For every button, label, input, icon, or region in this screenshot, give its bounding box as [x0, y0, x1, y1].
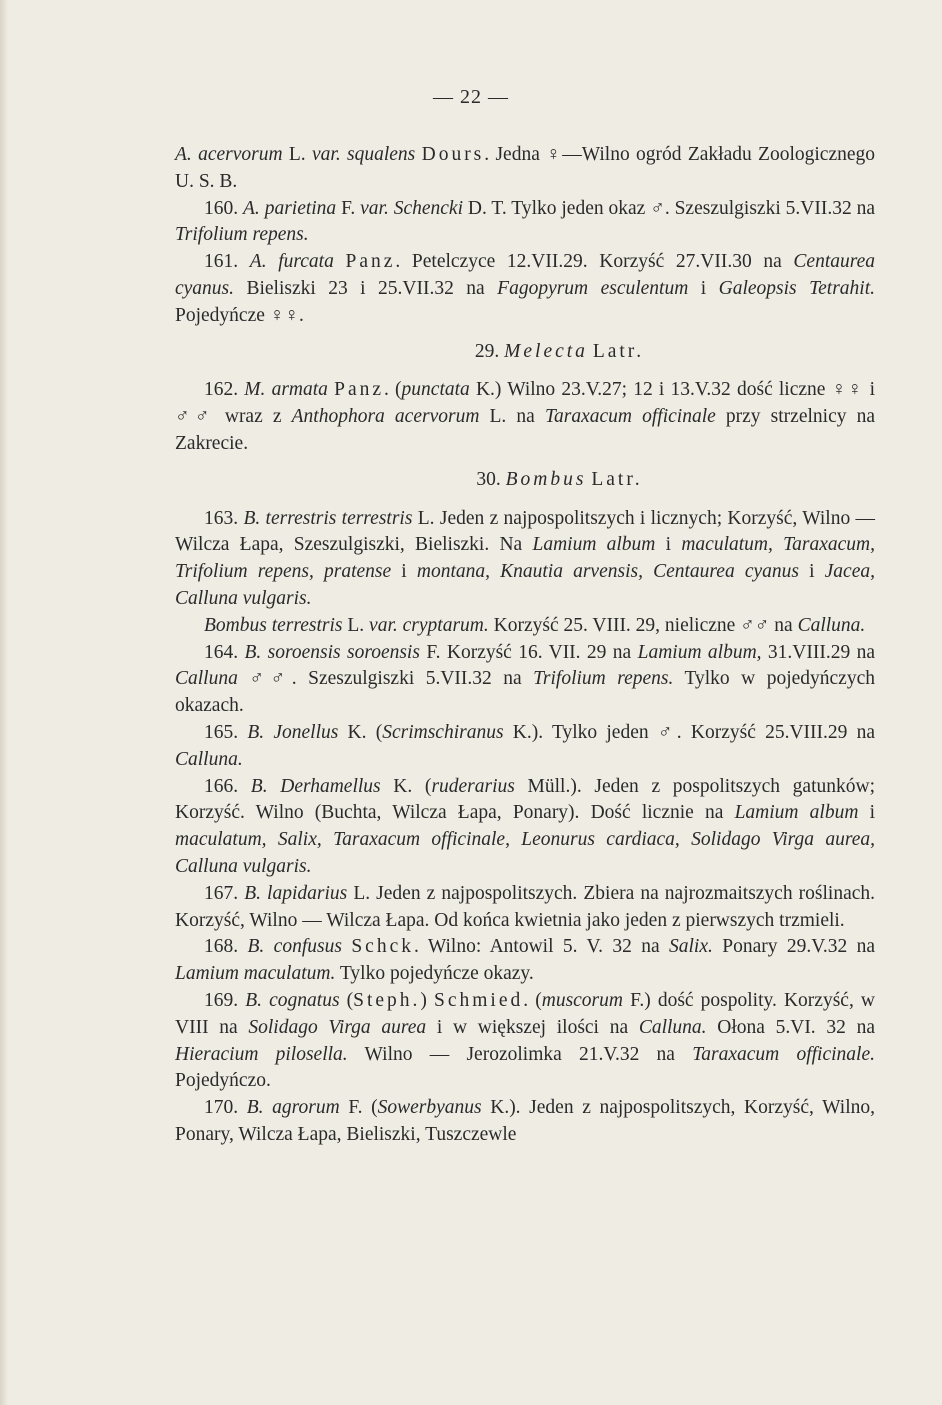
paragraph-acervorum-squalens: A. acervorum L. var. squalens Dours. Jedna ♀—Wilno ogród Zakładu Zoologicznego U. S. B. — [175, 144, 876, 192]
paragraph-160: 160. A. parietina F. var. Schencki D. T. Tylko jeden okaz ♂. Szeszulgiszki 5.VII.32 na Trifolium repens. — [175, 197, 875, 246]
page-edge — [0, 0, 8, 1405]
paragraph-168: 168. B. confusus Schck. Wilno: Antowil 5. V. 32 na Salix. Ponary 29.V.32 na Lamium maculatum. Tylko pojedyńcze okazy. — [175, 936, 876, 985]
paragraph-162: 162. M. armata Panz. (punctata K.) Wilno 23.V.27; 12 i 13.V.32 dość liczne ♀♀ i ♂♂ wraz z Anthophora acervorum L. na Taraxacum officinale przy strzelnicy na Zakrecie. — [175, 379, 876, 454]
paragraph-163: 163. B. terrestris terrestris L. Jeden z najpospolitszych i licznych; Korzyść, Wilno — Wilcza Łapa, Szeszulgiszki, Bieliszki. Na Lamium album i maculatum, Taraxacum, Trifolium repens, pratense i montana, Knautia arvensis, Centaurea cyanus i Jacea, Calluna vulgaris. — [175, 507, 876, 609]
paragraph-163-cryptarum: Bombus terrestris L. var. cryptarum. Korzyść 25. VIII. 29, nieliczne ♂♂ na Calluna. — [204, 614, 866, 636]
paragraph-165: 165. B. Jonellus K. (Scrimschiranus K.). Tylko jeden ♂. Korzyść 25.VIII.29 na Calluna. — [175, 721, 875, 770]
paragraph-166: 166. B. Derhamellus K. (ruderarius Müll.). Jeden z pospolitszych gatunków; Korzyść. Wilno (Buchta, Wilcza Łapa, Ponary). Dość licznie na Lamium album i maculatum, Salix, Taraxacum officinale, Leonurus cardiaca, Solidago Virga aurea, Calluna vulgaris. — [175, 775, 876, 877]
paragraph-169: 169. B. cognatus (Steph.) Schmied. (muscorum F.) dość pospolity. Korzyść, w VIII na Solidago Virga aurea i w większej ilości na Calluna. Ołona 5.VI. 32 na Hieracium pilosella. Wilno — Jerozolimka 21.V.32 na Taraxacum officinale. Pojedyńczo. — [175, 989, 876, 1092]
genus-heading-bombus: 30. Bombus Latr. — [476, 468, 643, 490]
paragraph-167: 167. B. lapidarius L. Jeden z najpospolitszych. Zbiera na najrozmaitszych roślinach. Korzyść, Wilno — Wilcza Łapa. Od końca kwietnia jako jeden z pierwszych trzmieli. — [175, 882, 876, 931]
paragraph-164: 164. B. soroensis soroensis F. Korzyść 16. VII. 29 na Lamium album, 31.VIII.29 na Calluna ♂♂. Szeszulgiszki 5.VII.32 na Trifolium repens. Tylko w pojedyńczych okazach. — [175, 641, 875, 717]
genus-heading-melecta: 29. Melecta Latr. — [474, 340, 645, 362]
paragraph-170: 170. B. agrorum F. (Sowerbyanus K.). Jeden z najpospolitszych, Korzyść, Wilno, Ponary, Wilcza Łapa, Bieliszki, Tuszczewle — [175, 1097, 875, 1145]
page-number: — 22 — — [433, 86, 509, 108]
page-body — [175, 142, 875, 1149]
paragraph-161: 161. A. furcata Panz. Petelczyce 12.VII.29. Korzyść 27.VII.30 na Centaurea cyanus. Bieliszki 23 i 25.VII.32 na Fagopyrum esculentum i Galeopsis Tetrahit. Pojedyńcze ♀♀. — [175, 251, 876, 326]
